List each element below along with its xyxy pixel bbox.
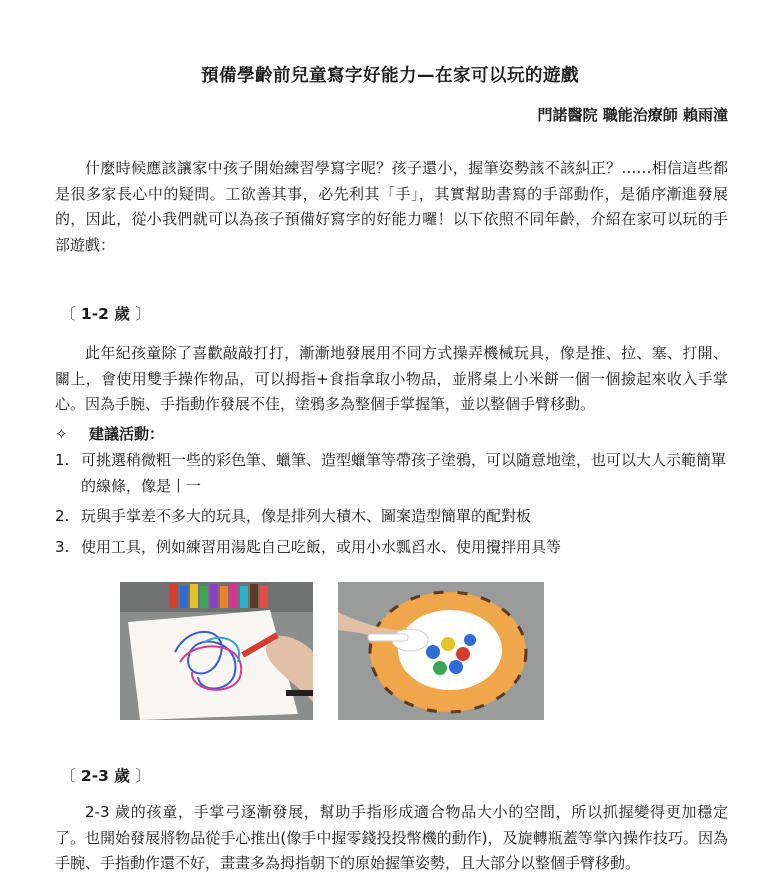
activities-title-text: 建議活動： bbox=[89, 425, 165, 443]
list-item-number: 1. bbox=[55, 451, 70, 469]
document-title: 預備學齡前兒童寫字好能力—在家可以玩的遊戲 bbox=[201, 66, 579, 86]
list-item bbox=[55, 535, 735, 561]
list-item-text: 可挑選稍微粗一些的彩色筆、蠟筆、造型蠟筆等帶孩子塗鴉，可以隨意地塗，也可以大人示範簡單的線條，像是丨一 bbox=[81, 451, 727, 495]
document-author: 門諾醫院 職能治療師 賴雨潼 bbox=[537, 106, 728, 124]
activities-title bbox=[55, 423, 164, 444]
heading-close-bracket: 〕 bbox=[135, 767, 151, 785]
section-heading-2-3 bbox=[60, 764, 151, 786]
section-1-2-paragraph: 此年紀孩童除了喜歡敲敲打打，漸漸地發展用不同方式操弄機械玩具，像是推、拉、塞、打開、關上，會使用雙手操作物品，可以拇指+食指拿取小物品，並將桌上小米餅一個一個撿起來收入手掌心。因為手腕、手指動作發展不佳，塗鴉多為整個手掌握筆，並以整個手臂移動。 bbox=[55, 344, 728, 413]
list-item bbox=[55, 448, 735, 499]
section-2-3-paragraph: 2-3 歲的孩童，手掌弓逐漸發展，幫助手指形成適合物品大小的空間，所以抓握變得更加穩定了。也開始發展將物品從手心推出(像手中握零錢投投幣機的動作)，及旋轉瓶蓋等掌內操作技巧。因為手腕、手指動作還不好，畫畫多為拇指朝下的原始握筆姿勢，且大部分以整個手臂移動。 bbox=[55, 803, 728, 872]
list-item-number: 3. bbox=[55, 537, 70, 556]
diamond-bullet-icon: ✧ bbox=[55, 425, 68, 443]
spoon-bowl-illustration bbox=[338, 582, 544, 720]
photo-spoon-bowl bbox=[338, 582, 544, 720]
heading-open-bracket: 〔 bbox=[60, 767, 76, 785]
activities-list bbox=[55, 448, 735, 565]
list-item-text: 玩與手掌差不多大的玩具，像是排列大積木、圖案造型簡單的配對板 bbox=[81, 507, 532, 525]
scribbling-illustration bbox=[120, 582, 313, 720]
heading-text: 2-3 歲 bbox=[80, 767, 130, 785]
heading-open-bracket: 〔 bbox=[60, 305, 76, 323]
heading-text: 1-2 歲 bbox=[80, 305, 130, 323]
list-item bbox=[55, 504, 735, 530]
intro-paragraph: 什麼時候應該讓家中孩子開始練習學寫字呢？孩子還小，握筆姿勢該不該糾正？……相信這些都是很多家長心中的疑問。工欲善其事，必先利其「手」，其實幫助書寫的手部動作，是循序漸進發展的，因此，從小我們就可以為孩子預備好寫字的好能力囉！以下依照不同年齡，介紹在家可以玩的手部遊戲： bbox=[55, 159, 728, 254]
list-item-number: 2. bbox=[55, 507, 70, 525]
list-item-text: 使用工具，例如練習用湯匙自己吃飯，或用小水瓢舀水、使用攪拌用具等 bbox=[81, 537, 562, 556]
photo-crayon-scribbling bbox=[120, 582, 313, 720]
section-heading-1-2 bbox=[60, 302, 151, 324]
heading-close-bracket: 〕 bbox=[135, 305, 151, 323]
